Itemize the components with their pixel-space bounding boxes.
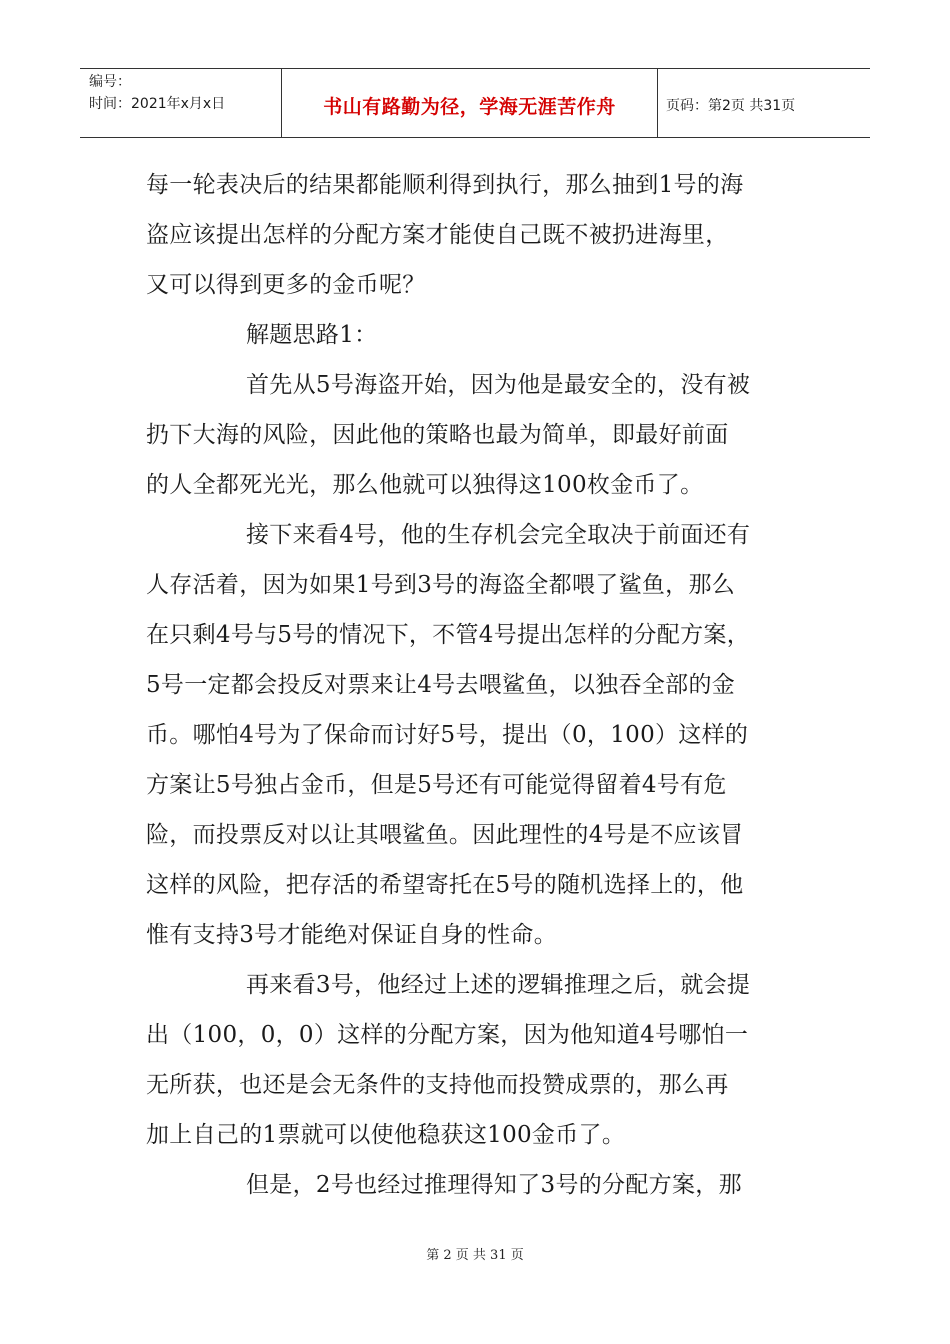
text-line: 又可以得到更多的金币呢？ (146, 272, 426, 298)
text-line: 险，而投票反对以让其喂鲨鱼。因此理性的4号是不应该冒 (146, 822, 744, 848)
text-line: 但是，2号也经过推理得知了3号的分配方案，那 (246, 1172, 742, 1198)
text-line: 接下来看4号，他的生存机会完全取决于前面还有 (246, 522, 751, 548)
header-motto: 书山有路勤为径，学海无涯苦作舟 (282, 69, 658, 137)
text-line: 惟有支持3号才能绝对保证自身的性命。 (146, 922, 558, 948)
text-line: 出（100，0，0）这样的分配方案，因为他知道4号哪怕一 (146, 1022, 749, 1048)
header-meta (80, 69, 282, 137)
document-header (80, 68, 870, 138)
text-line: 这样的风险，把存活的希望寄托在5号的随机选择上的，他 (146, 872, 744, 898)
text-line: 首先从5号海盗开始，因为他是最安全的，没有被 (246, 372, 751, 398)
text-line: 方案让5号独占金币，但是5号还有可能觉得留着4号有危 (146, 772, 727, 798)
page-footer: 第 2 页 共 31 页 (426, 1248, 524, 1263)
header-page-info: 页码：第2页 共31页 (666, 98, 796, 114)
text-line: 解题思路1： (246, 322, 378, 348)
text-line: 再来看3号，他经过上述的逻辑推理之后，就会提 (246, 972, 751, 998)
body-text (146, 160, 810, 1210)
text-line: 人存活着，因为如果1号到3号的海盗全都喂了鲨鱼，那么 (146, 572, 736, 598)
text-line: 在只剩4号与5号的情况下，不管4号提出怎样的分配方案， (146, 622, 750, 648)
text-line: 币。哪怕4号为了保命而讨好5号，提出（0，100）这样的 (146, 722, 749, 748)
text-line: 盗应该提出怎样的分配方案才能使自己既不被扔进海里， (146, 222, 729, 248)
text-line: 扔下大海的风险，因此他的策略也最为简单，即最好前面 (146, 422, 729, 448)
text-line: 加上自己的1票就可以使他稳获这100金币了。 (146, 1122, 626, 1148)
text-line: 每一轮表决后的结果都能顺利得到执行，那么抽到1号的海 (146, 172, 744, 198)
time-label: 时间：2021年x月x日 (89, 96, 226, 112)
text-line: 无所获，也还是会无条件的支持他而投赞成票的，那么再 (146, 1072, 729, 1098)
text-line: 的人全都死光光，那么他就可以独得这100枚金币了。 (146, 472, 704, 498)
text-line: 5号一定都会投反对票来让4号去喂鲨鱼，以独吞全部的金 (146, 672, 736, 698)
number-label: 编号： (89, 74, 131, 90)
